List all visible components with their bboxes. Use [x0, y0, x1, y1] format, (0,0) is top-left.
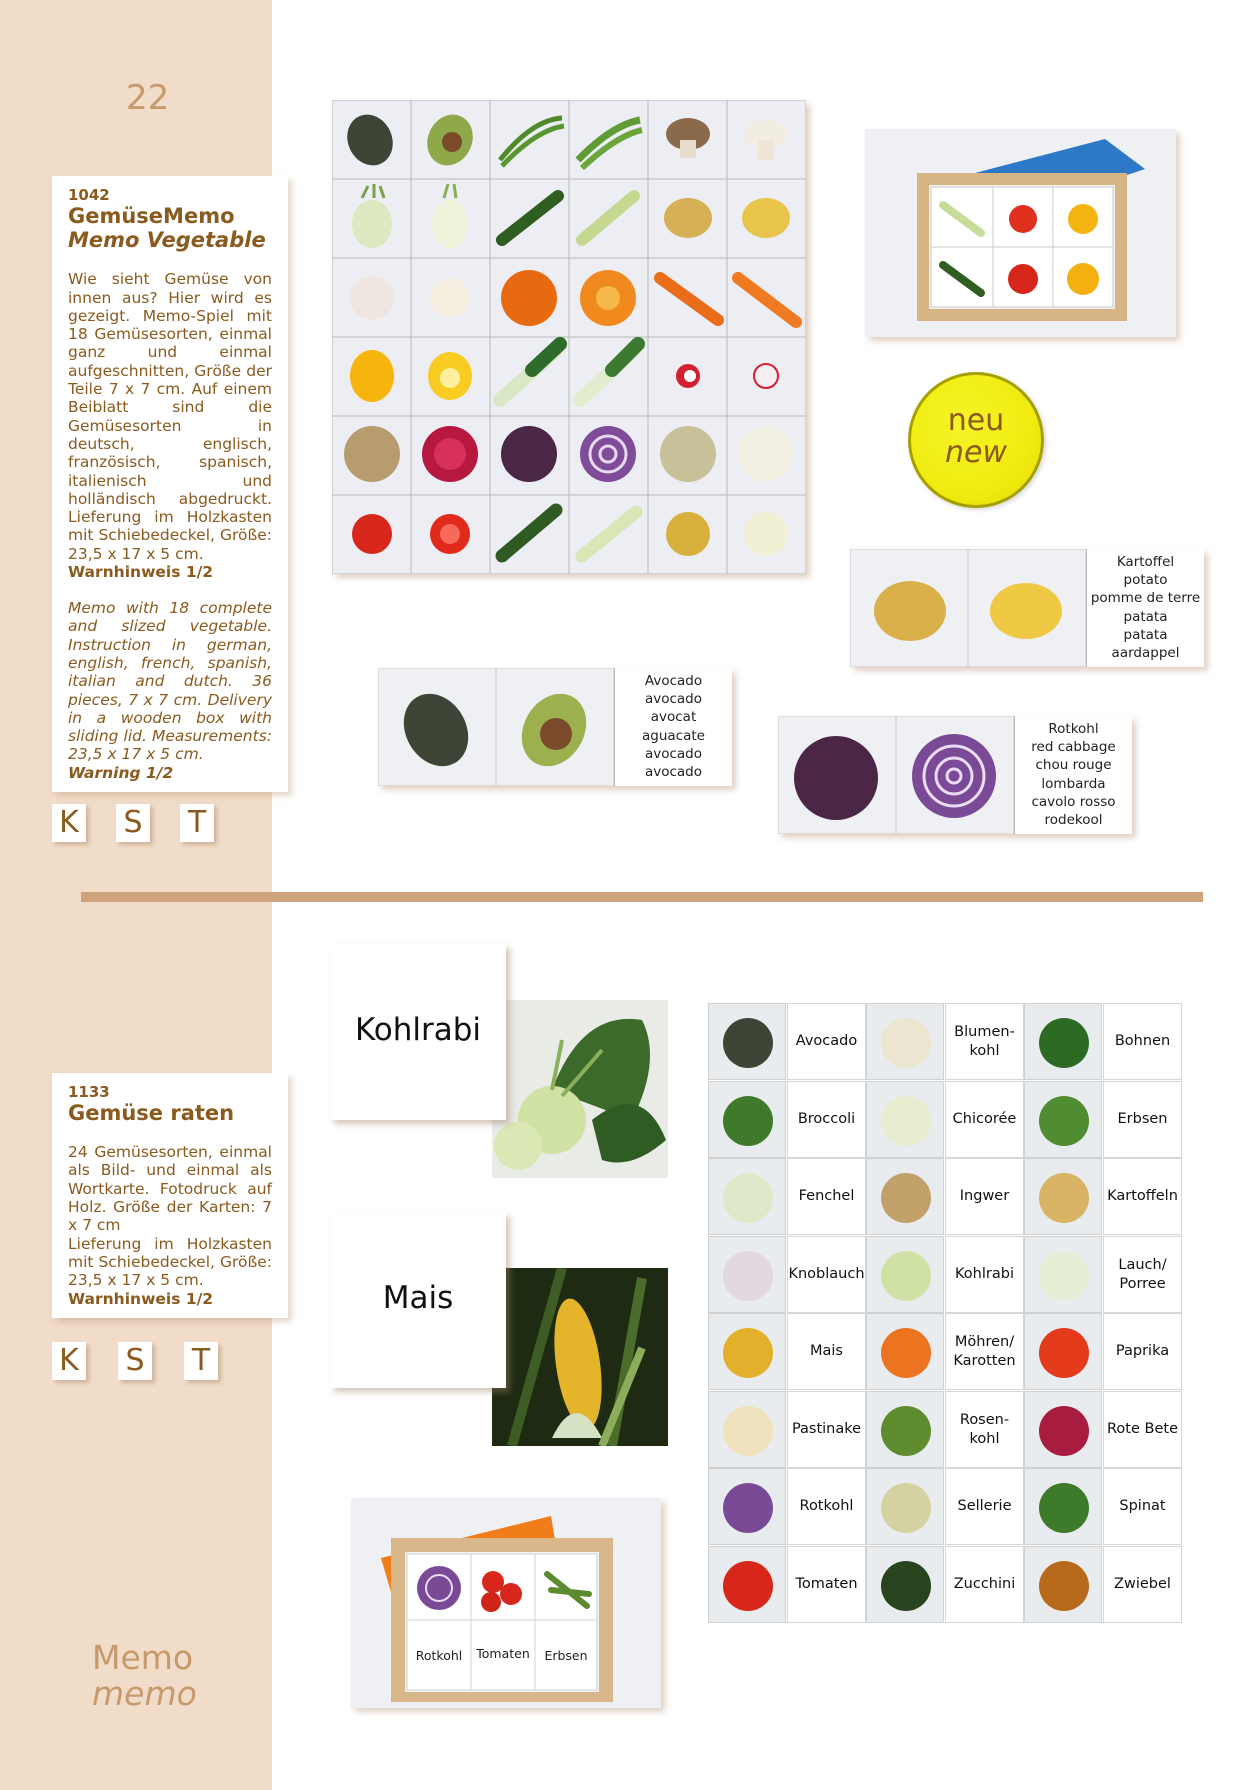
rotkohl-caption-strip — [778, 716, 1132, 834]
word-card-mais — [330, 1212, 506, 1388]
vegetable-word-label: Möhren/ Karotten — [945, 1313, 1024, 1390]
age-badge-t: T — [180, 804, 214, 842]
new-badge-en: new — [944, 435, 1007, 470]
vegetable-picture — [708, 1003, 786, 1080]
page-number: 22 — [126, 78, 170, 118]
vegetable-word-label: Rotkohl — [787, 1468, 866, 1545]
section-divider — [81, 892, 1203, 902]
product-1133-info — [52, 1073, 288, 1318]
vegetable-word-label: Tomaten — [787, 1546, 866, 1623]
product-number: 1042 — [68, 186, 110, 204]
vegetable-picture — [1024, 1158, 1102, 1235]
vegetable-word-grid — [708, 1003, 1182, 1623]
vegetable-picture — [866, 1003, 944, 1080]
vegetable-picture — [708, 1391, 786, 1468]
vegetable-word-label: Knoblauch — [787, 1236, 866, 1313]
vegetable-picture — [866, 1158, 944, 1235]
memo-box-photo — [865, 129, 1176, 337]
product-delivery-de: Lieferung im Holzkasten mit Schiebedeckel, Größe: 23,5 x 17 x 5 cm. — [68, 1234, 272, 1290]
kartoffel-caption-strip — [850, 549, 1204, 667]
avocado-caption-strip — [378, 668, 732, 786]
age-badge-k: K — [52, 804, 86, 842]
vegetable-word-label: Paprika — [1103, 1313, 1182, 1390]
vegetable-word-label: Fenchel — [787, 1158, 866, 1235]
vegetable-picture — [1024, 1236, 1102, 1313]
product-number: 1133 — [68, 1083, 110, 1101]
mais-photo — [492, 1268, 668, 1446]
new-badge — [908, 372, 1044, 508]
vegetable-word-label: Mais — [787, 1313, 866, 1390]
age-badge-t: T — [184, 1342, 218, 1380]
product-description-de: 24 Gemüsesorten, einmal als Bild- und einmal als Wortkarte. Fotodruck auf Holz. Größe der Karten: 7 x 7 cm — [68, 1143, 272, 1235]
vegetable-word-label: Bohnen — [1103, 1003, 1182, 1080]
vegetable-picture — [708, 1236, 786, 1313]
memo-vegetable-grid — [332, 100, 806, 574]
vegetable-word-label: Lauch/ Porree — [1103, 1236, 1182, 1313]
word-card-kohlrabi-label: Kohlrabi — [354, 1012, 482, 1048]
word-card-mais-label: Mais — [382, 1280, 454, 1316]
vegetable-word-label: Ingwer — [945, 1158, 1024, 1235]
age-badge-s: S — [118, 1342, 152, 1380]
vegetable-picture — [866, 1391, 944, 1468]
kartoffel-caption: Kartoffel potato pomme de terre patata patata aardappel — [1086, 549, 1204, 667]
vegetable-picture — [1024, 1468, 1102, 1545]
product-warning-de: Warnhinweis 1/2 — [68, 563, 214, 582]
product-1042-info — [52, 176, 288, 792]
vegetable-picture — [1024, 1081, 1102, 1158]
section-footer — [92, 1640, 197, 1712]
product-title-de: Gemüse raten — [68, 1101, 235, 1125]
vegetable-picture — [1024, 1313, 1102, 1390]
vegetable-word-label: Blumen- kohl — [945, 1003, 1024, 1080]
vegetable-picture — [708, 1468, 786, 1545]
age-badges-1133 — [52, 1342, 222, 1380]
product-warning-en: Warning 1/2 — [68, 763, 174, 782]
vegetable-word-label: Spinat — [1103, 1468, 1182, 1545]
vegetable-picture — [708, 1158, 786, 1235]
vegetable-picture — [708, 1313, 786, 1390]
vegetable-word-label: Zucchini — [945, 1546, 1024, 1623]
product-title-en: Memo Vegetable — [68, 228, 266, 253]
new-badge-de: neu — [947, 403, 1005, 438]
vegetable-picture — [866, 1468, 944, 1545]
vegetable-word-label: Broccoli — [787, 1081, 866, 1158]
vegetable-picture — [866, 1313, 944, 1390]
vegetable-picture — [1024, 1546, 1102, 1623]
age-badge-s: S — [116, 804, 150, 842]
box-label-erbsen: Erbsen — [544, 1648, 588, 1663]
vegetable-picture — [866, 1236, 944, 1313]
footer-title-en: memo — [92, 1674, 197, 1713]
footer-title-de: Memo — [92, 1638, 194, 1677]
vegetable-picture — [1024, 1003, 1102, 1080]
memo-grid-photo — [332, 100, 806, 574]
product-description-de: Wie sieht Gemüse von innen aus? Hier wird es gezeigt. Memo-Spiel mit 18 Gemüsesorten, einmal ganz und einmal aufgeschnitten, Größe der Teile 7 x 7 cm. Auf einem Beiblatt sind die Gemüsesorten in deutsch, englisch, französisch, spanisch, italienisch und holländisch abgedruckt. Lieferung im Holzkasten mit Schiebedeckel, Größe: 23,5 x 17 x 5 cm. — [68, 270, 272, 563]
product-warning-de: Warnhinweis 1/2 — [68, 1289, 214, 1308]
vegetable-picture — [708, 1081, 786, 1158]
vegetable-picture — [708, 1546, 786, 1623]
vegetable-word-label: Kohlrabi — [945, 1236, 1024, 1313]
word-card-kohlrabi — [330, 944, 506, 1120]
product-title-de: GemüseMemo — [68, 204, 235, 228]
box-label-rotkohl: Rotkohl — [415, 1648, 463, 1663]
kohlrabi-photo — [492, 1000, 668, 1178]
vegetable-word-label: Zwiebel — [1103, 1546, 1182, 1623]
vegetable-word-label: Erbsen — [1103, 1081, 1182, 1158]
vegetable-word-label: Avocado — [787, 1003, 866, 1080]
vegetable-word-label: Chicorée — [945, 1081, 1024, 1158]
box-label-tomaten: Tomaten — [476, 1646, 530, 1661]
vegetable-word-label: Sellerie — [945, 1468, 1024, 1545]
vegetable-word-label: Pastinake — [787, 1391, 866, 1468]
vegetable-picture — [1024, 1391, 1102, 1468]
age-badge-k: K — [52, 1342, 86, 1380]
product-description-en: Memo with 18 complete and slized vegetable. Instruction in german, english, french, spanish, italian and dutch. 36 pieces, 7 x 7 cm. Delivery in a wooden box with sliding lid. Measurements: 23,5 x 17 x 5 cm. — [68, 599, 272, 764]
vegetable-word-label: Rote Bete — [1103, 1391, 1182, 1468]
rotkohl-caption: Rotkohl red cabbage chou rouge lombarda cavolo rosso rodekool — [1014, 716, 1132, 834]
guess-box-photo — [351, 1498, 661, 1708]
vegetable-word-label: Rosen- kohl — [945, 1391, 1024, 1468]
vegetable-picture — [866, 1546, 944, 1623]
avocado-caption: Avocado avocado avocat aguacate avocado avocado — [614, 668, 732, 786]
vegetable-word-label: Kartoffeln — [1103, 1158, 1182, 1235]
vegetable-picture — [866, 1081, 944, 1158]
age-badges-1042 — [52, 804, 222, 842]
